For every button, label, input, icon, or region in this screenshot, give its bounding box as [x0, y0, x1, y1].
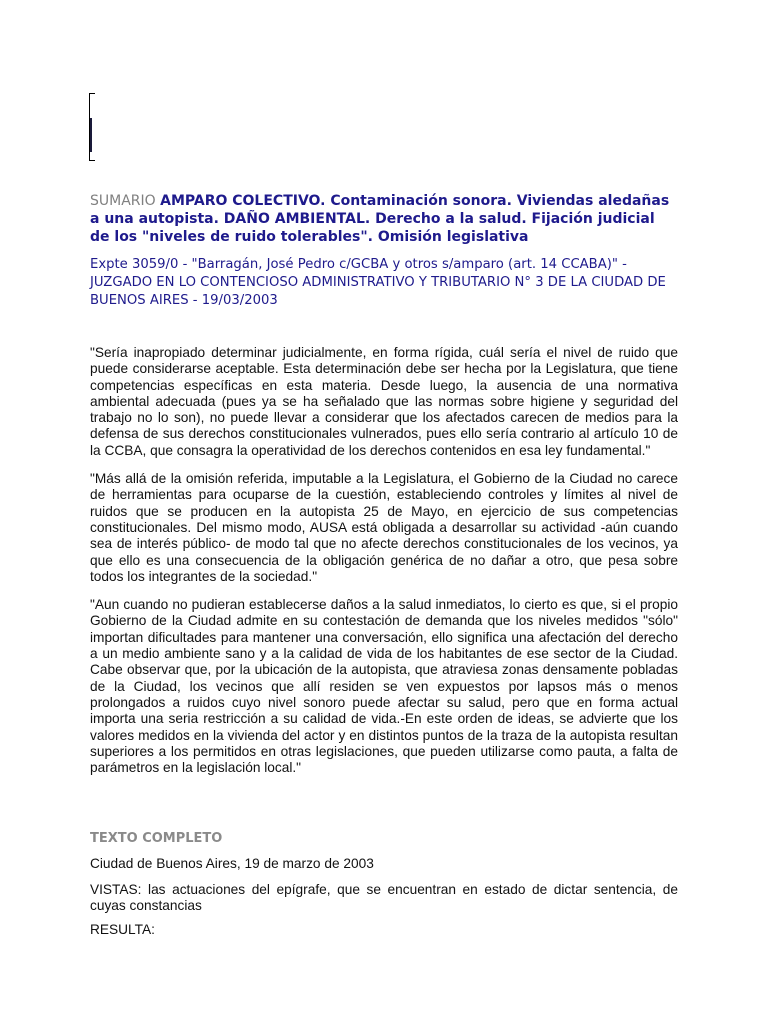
- case-reference: Expte 3059/0 - "Barragán, José Pedro c/GCBA y otros s/amparo (art. 14 CCABA)" - JUZGADO EN LO CONTENCIOSO ADMINISTRATIVO Y TRIBUTARIO N° 3 DE LA CIUDAD DE BUENOS AIRES - 19/03/2003: [90, 257, 666, 308]
- resulta-heading: RESULTA:: [90, 922, 155, 938]
- sumario-title: AMPARO COLECTIVO. Contaminación sonora. Viviendas aledañas a una autopista. DAÑO AMBIENTAL. Derecho a la salud. Fijación judicial de los "niveles de ruido tolerables". Omisión legislativa: [90, 193, 670, 245]
- quote-paragraph-2: "Más allá de la omisión referida, imputable a la Legislatura, el Gobierno de la Ciudad no carece de herramientas para ocuparse de la cuestión, estableciendo controles y límites al nivel de ruidos que se producen en la autopista 25 de Mayo, en ejercicio de sus competencias constitucionales. Del mismo modo, AUSA está obligada a desarrollar su actividad -aún cuando sea de interés público- de modo tal que no afecte derechos constitucionales de los vecinos, ya que ello es una consecuencia de la obligación genérica de no dañar a otro, que pesa sobre todos los integrantes de la sociedad.": [90, 471, 678, 584]
- embedded-object-bar: [90, 118, 92, 152]
- sumario-label: SUMARIO: [90, 193, 156, 209]
- date-line: Ciudad de Buenos Aires, 19 de marzo de 2003: [90, 856, 374, 872]
- sumario-heading: [90, 192, 678, 246]
- quote-paragraph-1: "Sería inapropiado determinar judicialmente, en forma rígida, cuál sería el nivel de ruido que puede considerarse aceptable. Esta determinación debe ser hecha por la Legislatura, que tiene competencias específicas en esta materia. Desde luego, la ausencia de una normativa ambiental adecuada (pues ya se ha señalado que las normas sobre higiene y seguridad del trabajo no lo son), no puede llevar a considerar que los afectados carecen de medios para la defensa de sus derechos constitucionales vulnerados, pues ello sería contrario al artículo 10 de la CCBA, que consagra la operatividad de los derechos contenidos en esa ley fundamental.": [90, 345, 678, 458]
- vistas-paragraph: VISTAS: las actuaciones del epígrafe, que se encuentran en estado de dictar sentencia, de cuyas constancias: [90, 881, 678, 914]
- document-body: [90, 192, 678, 939]
- embedded-object-frame: [89, 93, 95, 161]
- quote-paragraph-3: "Aun cuando no pudieran establecerse daños a la salud inmediatos, lo cierto es que, si el propio Gobierno de la Ciudad admite en su contestación de demanda que los niveles medidos "sólo" importan dificultades para mantener una conversación, ello significa una afectación del derecho a un medio ambiente sano y a la calidad de vida de los habitantes de ese sector de la Ciudad. Cabe observar que, por la ubicación de la autopista, que atraviesa zonas densamente pobladas de la Ciudad, los vecinos que allí residen se ven expuestos por lapsos más o menos prolongados a ruidos cuyo nivel sonoro puede afectar su salud, pero que en forma actual importa una seria restricción a su calidad de vida.-En este orden de ideas, se advierte que los valores medidos en la vivienda del actor y en distintos puntos de la traza de la autopista resultan superiores a los permitidos en otras legislaciones, que pueden utilizarse como pauta, a falta de parámetros en la legislación local.": [90, 597, 678, 776]
- full-text-label: TEXTO COMPLETO: [90, 831, 223, 847]
